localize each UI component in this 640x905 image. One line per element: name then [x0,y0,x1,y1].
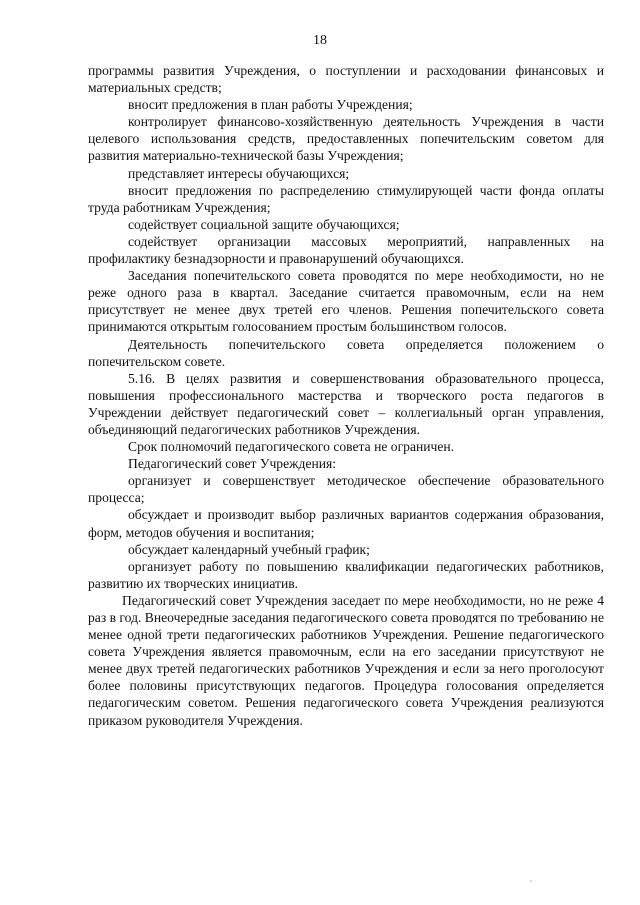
paragraph-work-plan-proposals: вносит предложения в план работы Учреждения; [128,97,413,113]
paragraph-funding-programs: программы развития Учреждения, о поступлении и расходовании финансовых и материальных средств; [88,63,604,96]
paragraph-social-protection: содействует социальной защите обучающихся; [128,216,400,232]
paragraph-academic-calendar: обсуждает календарный учебный график; [128,541,370,557]
paragraph-education-content: обсуждает и производит выбор различных вариантов содержания образования, форм, методов обучения и воспитания; [88,507,604,540]
paragraph-financial-control: контролирует финансово-хозяйственную деятельность Учреждения в части целевого использования средств, предоставленных попечительским советом для развития материально-технической базы Учреждения; [88,114,604,164]
paragraph-board-regulation: Деятельность попечительского совета определяется положением о попечительском совете. [88,336,604,369]
paragraph-represents-students: представляет интересы обучающихся; [128,165,350,181]
paragraph-council-meetings: Педагогический совет Учреждения заседает по мере необходимости, но не реже 4 раз в год. Внеочередные заседания педагогического совета проводятся по требованию не менее одной трети педагогических работников Учреждения. Решение педагогического совета Учреждения является правомочным, если на его заседании присутствуют не менее двух третей педагогических работников Учреждения и если за него проголосуют более половины присутствующих педагогов. Процедура голосования определяется педагогическим советом. Решения педагогического совета Учреждения реализуются приказом руководителя Учреждения. [88,592,604,728]
paragraph-qualification: организует работу по повышению квалификации педагогических работников, развитию их творческих инициатив. [88,558,604,591]
paragraph-incentive-fund: вносит предложения по распределению стимулирующей части фонда оплаты труда работникам Учреждения; [88,182,604,215]
document-body [88,62,604,729]
paragraph-mass-events: содействует организации массовых мероприятий, направленных на профилактику безнадзорности и правонарушений обучающихся. [88,233,604,267]
scan-speck [530,880,532,882]
paragraph-section-5-16: 5.16. В целях развития и совершенствования образовательного процесса, повышения профессионального мастерства и творческого роста педагогов в Учреждении действует педагогический совет – коллегиальный орган управления, объединяющий педагогических работников Учреждения. [88,370,604,437]
paragraph-pedagogical-council-heading: Педагогический совет Учреждения: [128,456,337,472]
paragraph-board-meetings: Заседания попечительского совета проводятся по мере необходимости, но не реже одного раза в квартал. Заседание считается правомочным, если на нем присутствует не менее двух третей его членов. Решения попечительского совета принимаются открытым голосованием простым большинством голосов. [88,268,604,335]
page-number: 18 [313,33,327,48]
paragraph-methodical-support: организует и совершенствует методическое обеспечение образовательного процесса; [88,473,604,506]
paragraph-term-of-office: Срок полномочий педагогического совета не ограничен. [128,439,455,455]
